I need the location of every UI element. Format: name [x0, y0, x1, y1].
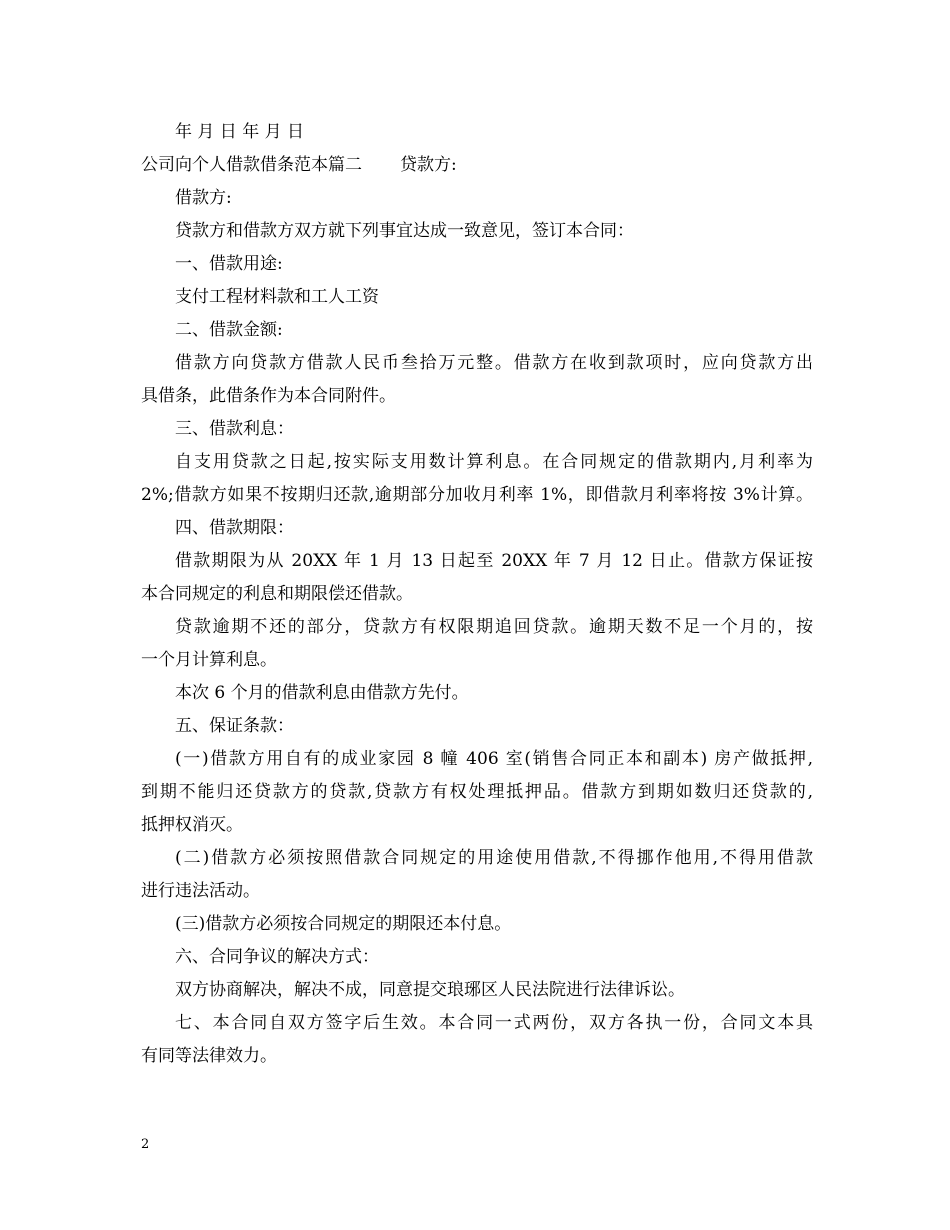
paragraph-line [141, 809, 813, 842]
line-text: 具借条，此借条作为本合同附件。 [141, 386, 396, 406]
paragraph-line [141, 116, 813, 149]
page-number: 2 [141, 1137, 150, 1152]
line-text: (一)借款方用自有的成业家园 8 幢 406 室(销售合同正本和副本) 房产做抵押, [175, 749, 813, 769]
line-text: 支付工程材料款和工人工资 [175, 287, 379, 307]
paragraph-line [141, 710, 813, 743]
line-text: 到期不能归还贷款方的贷款,贷款方有权处理抵押品。借款方到期如数归还贷款的, [141, 782, 813, 802]
paragraph-line [141, 281, 813, 314]
paragraph-line [141, 380, 813, 413]
paragraph-line [141, 908, 813, 941]
paragraph-line [141, 545, 813, 578]
paragraph-line [141, 1040, 813, 1073]
line-text: 进行违法活动。 [141, 881, 260, 901]
paragraph-line [141, 611, 813, 644]
line-text: 借款方向贷款方借款人民币叁拾万元整。借款方在收到款项时，应向贷款方出 [175, 353, 813, 373]
line-text: 五、保证条款： [175, 716, 294, 736]
paragraph-line [141, 644, 813, 677]
document-body [141, 116, 813, 1073]
line-text: 贷款方和借款方双方就下列事宜达成一致意见，签订本合同： [175, 221, 634, 241]
paragraph-line [141, 578, 813, 611]
line-text: 本次 6 个月的借款利息由借款方先付。 [175, 683, 469, 703]
line-tail-text: 贷款方: [400, 155, 457, 175]
paragraph-line [141, 314, 813, 347]
paragraph-line [141, 974, 813, 1007]
paragraph-line [141, 941, 813, 974]
paragraph-line [141, 149, 813, 182]
line-text: (二)借款方必须按照借款合同规定的用途使用借款,不得挪作他用,不得用借款 [175, 848, 813, 868]
paragraph-line [141, 182, 813, 215]
line-text: 二、借款金额: [175, 320, 283, 340]
line-text: 2%;借款方如果不按期归还款,逾期部分加收月利率 1%，即借款月利率将按 3%计算。 [141, 485, 813, 505]
line-text: 本合同规定的利息和期限偿还借款。 [141, 584, 413, 604]
paragraph-line [141, 446, 813, 479]
line-text: 借款期限为从 20XX 年 1 月 13 日起至 20XX 年 7 月 12 日止。借款方保证按 [175, 551, 813, 571]
line-text: 自支用贷款之日起,按实际支用数计算利息。在合同规定的借款期内,月利率为 [175, 452, 813, 472]
line-text: 公司向个人借款借条范本篇二 [141, 155, 362, 175]
paragraph-line [141, 248, 813, 281]
paragraph-line [141, 842, 813, 875]
line-text: (三)借款方必须按合同规定的期限还本付息。 [175, 914, 512, 934]
line-text: 借款方: [175, 188, 232, 208]
line-text: 三、借款利息： [175, 419, 294, 439]
line-text: 双方协商解决，解决不成，同意提交琅琊区人民法院进行法律诉讼。 [175, 980, 685, 1000]
line-text: 一个月计算利息。 [141, 650, 277, 670]
line-text: 抵押权消灭。 [141, 815, 243, 835]
line-text: 七、本合同自双方签字后生效。本合同一式两份，双方各执一份，合同文本具 [175, 1013, 813, 1033]
line-text: 六、合同争议的解决方式： [175, 947, 379, 967]
paragraph-line [141, 776, 813, 809]
paragraph-line [141, 875, 813, 908]
paragraph-line [141, 347, 813, 380]
line-text: 有同等法律效力。 [141, 1046, 277, 1066]
line-text: 四、借款期限： [175, 518, 294, 538]
paragraph-line [141, 512, 813, 545]
line-text: 贷款逾期不还的部分，贷款方有权限期追回贷款。逾期天数不足一个月的，按 [175, 617, 813, 637]
paragraph-line [141, 413, 813, 446]
line-text: 年 月 日 年 月 日 [175, 122, 305, 142]
line-text: 一、借款用途: [175, 254, 283, 274]
paragraph-line [141, 677, 813, 710]
paragraph-line [141, 1007, 813, 1040]
paragraph-line [141, 215, 813, 248]
paragraph-line [141, 479, 813, 512]
paragraph-line [141, 743, 813, 776]
